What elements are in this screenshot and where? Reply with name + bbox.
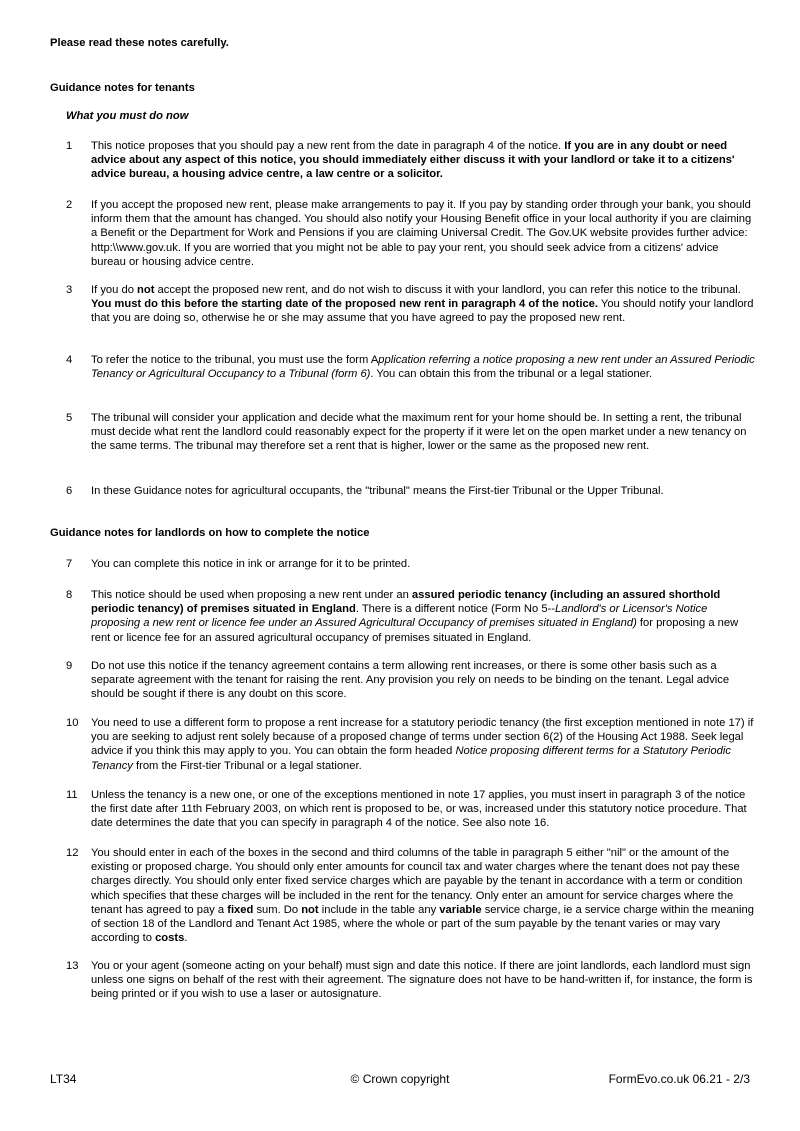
note-text: You should enter in each of the boxes in the second and third columns of the table in paragraph 5 either "nil" or the amount of the existing or proposed charge. You should only enter amounts for council tax and water charges where the tenant does not pay these charges directly. You should only enter fixed service charges which are payable by the tenant in accordance with a term or condition which specifies that these charges will be included in the rent for the tenancy. Only enter an amount for service charges where the tenant has agreed to pay a fixed sum. Do not include in the table any variable service charge, ie a service charge within the meaning of section 18 of the Landlord and Tenant Act 1985, where the whole or part of the sum payable by the tenant varies or may vary according to costs. [91,847,754,945]
note-number: 7 [66,558,73,570]
note-number: 5 [66,412,73,424]
note-text: You need to use a different form to propose a rent increase for a statutory periodic tenancy (the first exception mentioned in note 17) if you are seeking to adjust rent solely because of a proposed change of terms under section 6(2) of the Housing Act 1988. Seek legal advice if you think this may apply to you. You can obtain the form headed Notice proposing different terms for a Statutory Periodic Tenancy from the First-tier Tribunal or a legal stationer. [91,717,754,772]
note-7 [66,557,756,571]
note-text: Unless the tenancy is a new one, or one of the exceptions mentioned in note 17 applies, you must insert in paragraph 3 of the notice the first date after 11th February 2003, on which rent is proposed to be, or was, increased under this statutory notice procedure. That date determines the date that you can specify in paragraph 4 of the notice. See also note 16. [91,789,747,830]
note-number: 2 [66,199,73,211]
page-intro: Please read these notes carefully. [50,37,229,49]
note-5 [66,411,756,454]
note-text: You or your agent (someone acting on your behalf) must sign and date this notice. If there are joint landlords, each landlord must sign unless one signs on behalf of the rest with their agreement. The signature does not have to be hand-written if, for instance, the form is being printed or if you wish to use a laser or autosignature. [91,960,753,1001]
note-3 [66,283,756,326]
note-6 [66,484,756,498]
note-2 [66,198,756,269]
landlords-heading: Guidance notes for landlords on how to complete the notice [50,527,370,539]
note-text: This notice should be used when proposing a new rent under an assured periodic tenancy (including an assured shorthold periodic tenancy) of premises situated in England. There is a different notice (Form No 5--Landlord's or Licensor's Notice proposing a new rent or licence fee under an Assured Agricultural Occupancy of premises situated in England) for proposing a new rent or licence fee for an assured agricultural occupancy of premises situated in England. [91,589,739,644]
tenants-subheading: What you must do now [66,110,189,122]
tenants-heading: Guidance notes for tenants [50,82,195,94]
note-1 [66,139,756,182]
note-text: You can complete this notice in ink or arrange for it to be printed. [91,558,411,570]
note-13 [66,959,756,1002]
note-number: 1 [66,140,73,152]
note-12 [66,846,756,945]
note-number: 4 [66,354,73,366]
note-10 [66,716,756,773]
footer-page-info: FormEvo.co.uk 06.21 - 2/3 [608,1072,750,1086]
note-text: Do not use this notice if the tenancy agreement contains a term allowing rent increases, or there is some other basis such as a separate agreement with the tenant for raising the rent. Any provision you rely on needs to be binding on the tenant. Legal advice should be sought if there is any doubt on this score. [91,660,730,701]
note-number: 10 [66,717,79,729]
note-number: 12 [66,847,79,859]
note-text: The tribunal will consider your application and decide what the maximum rent for your home should be. In setting a rent, the tribunal must decide what rent the landlord could reasonably expect for the property if it were let on the open market under a new tenancy on the same terms. The tribunal may therefore set a rent that is higher, lower or the same as the proposed new rent. [91,412,747,453]
note-text: If you accept the proposed new rent, please make arrangements to pay it. If you pay by standing order through your bank, you should inform them that the amount has changed. You should also notify your Housing Benefit office in your local authority if you are claiming a Benefit or the Department for Work and Pensions if you are claiming Universal Credit. The Gov.UK website provides further advice: http:\\www.gov.uk. If you are worried that you might not be able to pay your rent, you should seek advice from a citizens' advice bureau or housing advice centre. [91,199,752,268]
note-number: 6 [66,485,73,497]
note-text: To refer the notice to the tribunal, you must use the form Application referring a notice proposing a new rent under an Assured Periodic Tenancy or Agricultural Occupancy to a Tribunal (form 6). You can obtain this from the tribunal or a legal stationer. [91,354,755,381]
note-text: This notice proposes that you should pay a new rent from the date in paragraph 4 of the notice. If you are in any doubt or need advice about any aspect of this notice, you should immediately either discuss it with your landlord or take it to a citizens' advice bureau, a housing advice centre, a law centre or a solicitor. [91,140,735,181]
note-number: 9 [66,660,73,672]
note-8 [66,588,756,645]
note-number: 11 [66,789,78,801]
note-number: 3 [66,284,73,296]
note-number: 8 [66,589,73,601]
note-9 [66,659,756,702]
note-4 [66,353,756,381]
note-number: 13 [66,960,79,972]
note-11 [66,788,756,831]
footer-copyright: © Crown copyright [350,1072,450,1086]
footer-form-code: LT34 [50,1072,77,1086]
note-text: If you do not accept the proposed new rent, and do not wish to discuss it with your landlord, you can refer this notice to the tribunal. You must do this before the starting date of the proposed new rent in paragraph 4 of the notice. You should notify your landlord that you are doing so, otherwise he or she may assume that you have agreed to pay the proposed new rent. [91,284,754,325]
note-text: In these Guidance notes for agricultural occupants, the "tribunal" means the First-tier Tribunal or the Upper Tribunal. [91,485,664,497]
